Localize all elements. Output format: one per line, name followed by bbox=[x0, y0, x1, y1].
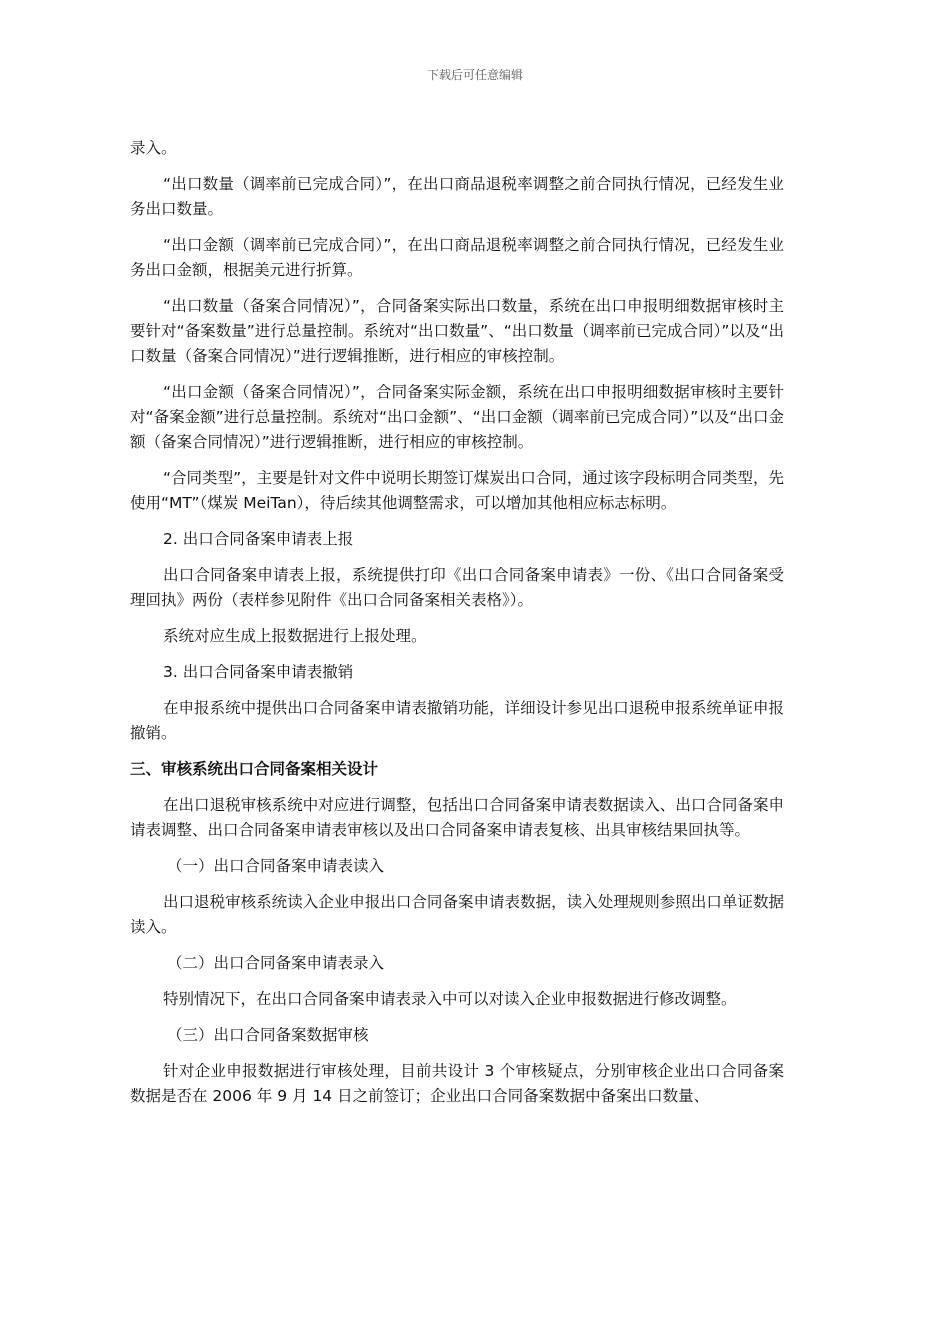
paragraph: “出口金额（备案合同情况）”，合同备案实际金额，系统在出口申报明细数据审核时主要针对“备案金额”进行总量控制。系统对“出口金额”、“出口金额（调率前已完成合同）”以及“出口金额（备案合同情况）”进行逻辑推断，进行相应的审核控制。 bbox=[130, 383, 784, 451]
paragraph: 2. 出口合同备案申请表上报 bbox=[163, 530, 354, 548]
document-body bbox=[130, 136, 784, 1120]
paragraph: “合同类型”，主要是针对文件中说明长期签订煤炭出口合同，通过该字段标明合同类型，先使用“MT”（煤炭 MeiTan），待后续其他调整需求，可以增加其他相应标志标明。 bbox=[130, 469, 784, 512]
paragraph: 在出口退税审核系统中对应进行调整，包括出口合同备案申请表数据读入、出口合同备案申请表调整、出口合同备案申请表审核以及出口合同备案申请表复核、出具审核结果回执等。 bbox=[130, 796, 784, 839]
subsection-heading: （二）出口合同备案申请表录入 bbox=[167, 954, 385, 972]
paragraph: 出口退税审核系统读入企业申报出口合同备案申请表数据，读入处理规则参照出口单证数据读入。 bbox=[130, 893, 784, 936]
subsection-heading: （三）出口合同备案数据审核 bbox=[167, 1026, 369, 1044]
paragraph: 在申报系统中提供出口合同备案申请表撤销功能，详细设计参见出口退税申报系统单证申报撤销。 bbox=[130, 699, 784, 742]
page-header: 下载后可任意编辑 bbox=[426, 68, 523, 82]
paragraph: 出口合同备案申请表上报，系统提供打印《出口合同备案申请表》一份、《出口合同备案受理回执》两份（表样参见附件《出口合同备案相关表格》）。 bbox=[130, 566, 784, 609]
paragraph: 系统对应生成上报数据进行上报处理。 bbox=[163, 627, 427, 645]
paragraph: “出口数量（备案合同情况）”，合同备案实际出口数量，系统在出口申报明细数据审核时主要针对“备案数量”进行总量控制。系统对“出口数量”、“出口数量（调率前已完成合同）”以及“出口数量（备案合同情况）”进行逻辑推断，进行相应的审核控制。 bbox=[130, 297, 784, 365]
paragraph: “出口金额（调率前已完成合同）”，在出口商品退税率调整之前合同执行情况，已经发生业务出口金额，根据美元进行折算。 bbox=[130, 236, 784, 279]
paragraph: 录入。 bbox=[130, 139, 177, 157]
subsection-heading: （一）出口合同备案申请表读入 bbox=[167, 857, 385, 875]
paragraph: 特别情况下，在出口合同备案申请表录入中可以对读入企业申报数据进行修改调整。 bbox=[163, 990, 737, 1008]
paragraph: “出口数量（调率前已完成合同）”，在出口商品退税率调整之前合同执行情况，已经发生业务出口数量。 bbox=[130, 175, 784, 218]
paragraph: 3. 出口合同备案申请表撤销 bbox=[163, 663, 354, 681]
paragraph: 针对企业申报数据进行审核处理，目前共设计 3 个审核疑点，分别审核企业出口合同备案数据是否在 2006 年 9 月 14 日之前签订；企业出口合同备案数据中备案出口数量、 bbox=[130, 1062, 784, 1105]
section-heading: 三、审核系统出口合同备案相关设计 bbox=[130, 760, 379, 778]
